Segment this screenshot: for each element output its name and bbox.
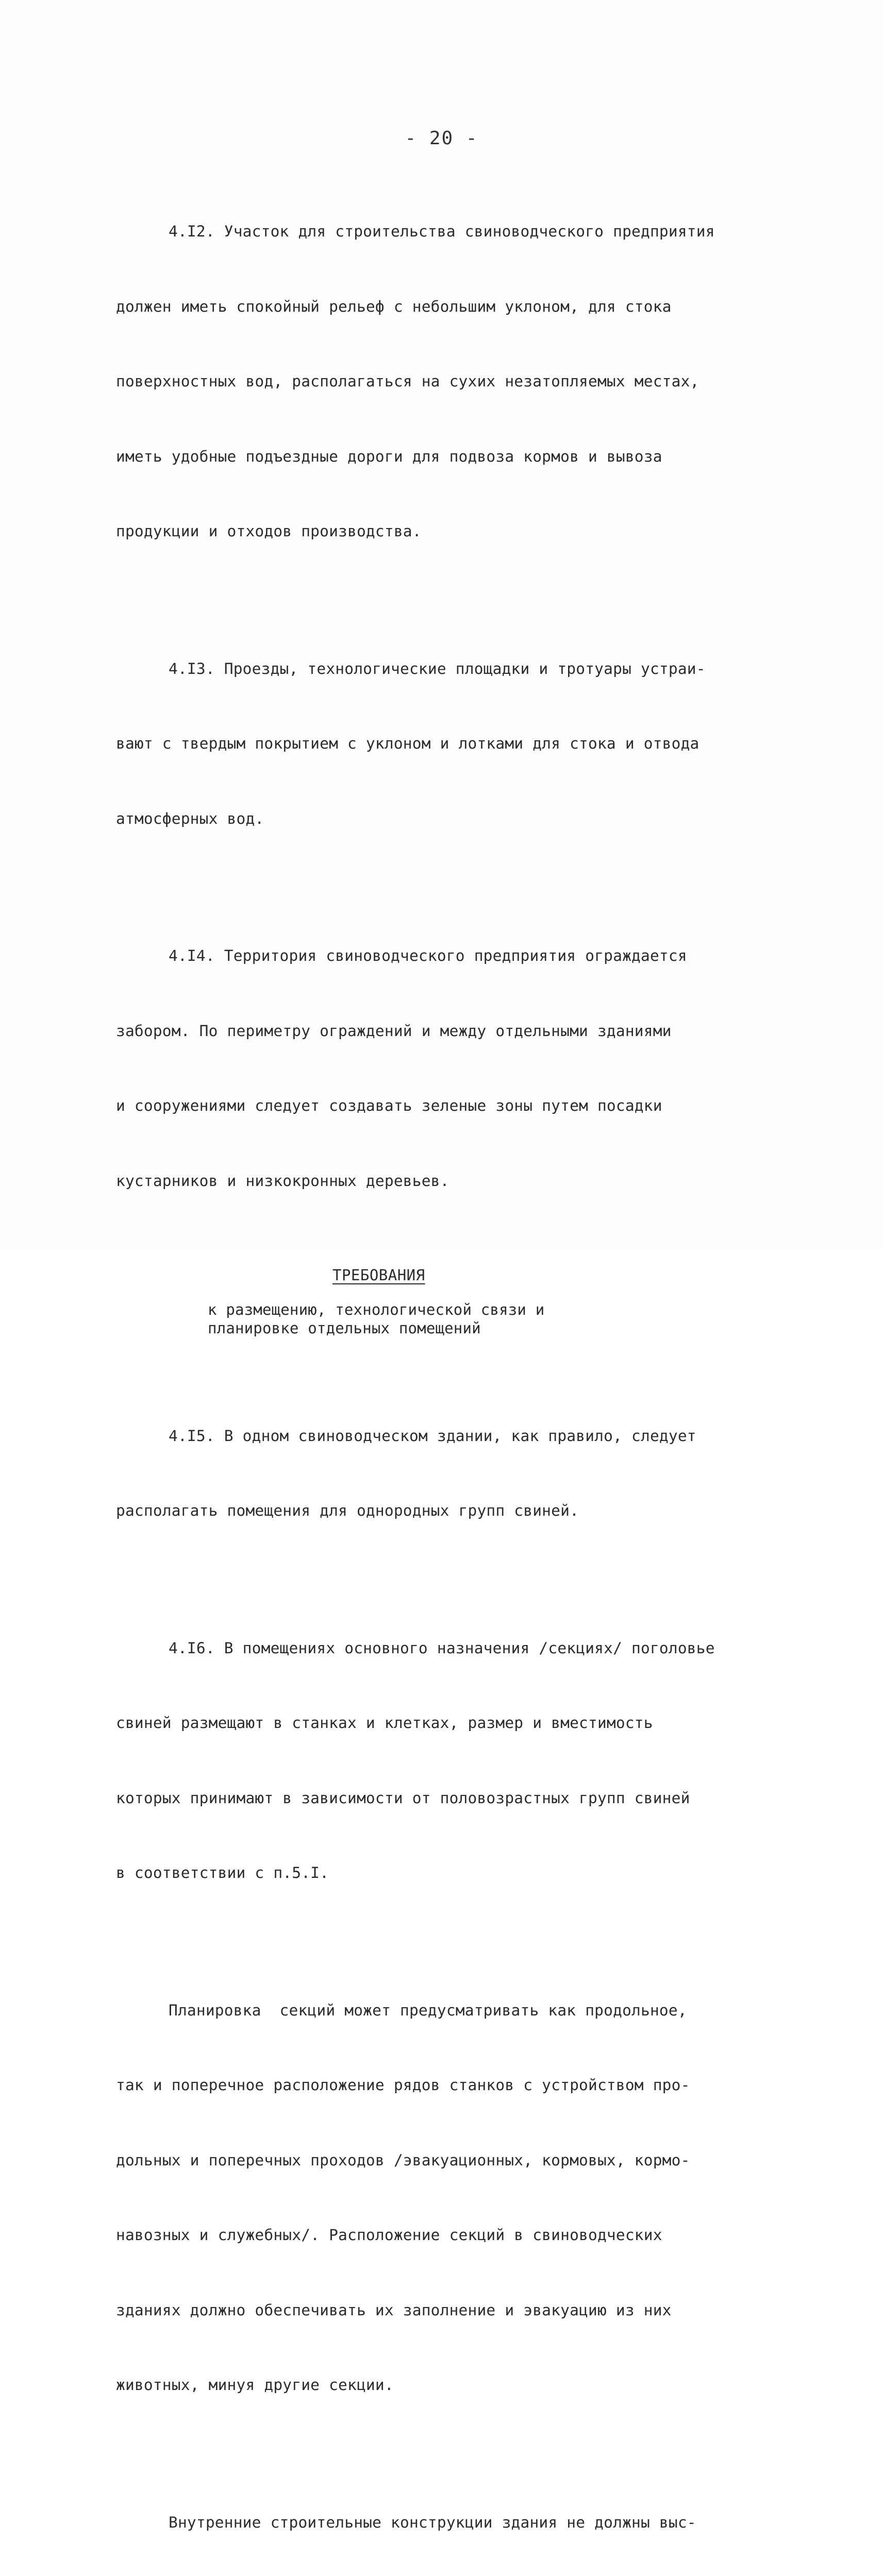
section-heading-subtitle-line: планировке отдельных помещений	[116, 1319, 786, 1337]
text-line: иметь удобные подъездные дороги для подвоза кормов и вывоза	[116, 444, 786, 469]
text-line: которых принимают в зависимости от половозрастных групп свиней	[116, 1786, 786, 1811]
text-line: кустарников и низкокронных деревьев.	[116, 1168, 786, 1194]
text-line: 4.I4. Территория свиноводческого предприятия ограждается	[116, 943, 786, 969]
section-heading-title: ТРЕБОВАНИЯ	[116, 1263, 786, 1288]
text-line: так и поперечное расположение рядов станков с устройством про-	[116, 2073, 786, 2098]
paragraph-structures	[116, 2460, 786, 2576]
text-line: животных, минуя другие секции.	[116, 2372, 786, 2398]
document-page	[0, 0, 883, 1247]
text-line: 4.I2. Участок для строительства свиноводческого предприятия	[116, 219, 786, 244]
text-line: вают с твердым покрытием с уклоном и лотками для стока и отвода	[116, 731, 786, 756]
text-line: в соответствии с п.5.I.	[116, 1860, 786, 1886]
text-line: продукции и отходов производства.	[116, 519, 786, 544]
text-line: располагать помещения для однородных групп свиней.	[116, 1498, 786, 1523]
text-line: зданиях должно обеспечивать их заполнение и эвакуацию из них	[116, 2298, 786, 2323]
text-line: навозных и служебных/. Расположение секций в свиноводческих	[116, 2223, 786, 2248]
text-line: 4.I6. В помещениях основного назначения /секциях/ поголовье	[116, 1636, 786, 1661]
text-line: 4.I3. Проезды, технологические площадки и тротуары устраи-	[116, 656, 786, 682]
text-line: Планировка секций может предусматривать как продольное,	[116, 1998, 786, 2023]
text-line: Внутренние строительные конструкции здания не должны выс-	[116, 2510, 786, 2535]
section-heading	[116, 1263, 786, 1337]
section-heading-subtitle-line: к размещению, технологической связи и	[116, 1300, 786, 1319]
paragraph-planning	[116, 1948, 786, 2448]
text-line: и сооружениями следует создавать зеленые зоны путем посадки	[116, 1093, 786, 1118]
text-line: забором. По периметру ограждений и между отдельными зданиями	[116, 1019, 786, 1044]
text-line: должен иметь спокойный рельеф с небольшим уклоном, для стока	[116, 294, 786, 319]
spacer	[116, 1354, 786, 1374]
paragraph-4-12	[116, 169, 786, 594]
text-line: поверхностных вод, располагаться на сухих незатопляемых местах,	[116, 369, 786, 394]
page-number: - 20 -	[0, 128, 883, 149]
document-body	[116, 169, 786, 2576]
paragraph-4-15	[116, 1374, 786, 1573]
paragraph-4-13	[116, 606, 786, 882]
text-line: дольных и поперечных проходов /эвакуационных, кормовых, кормо-	[116, 2148, 786, 2173]
text-line: 4.I5. В одном свиноводческом здании, как правило, следует	[116, 1423, 786, 1449]
text-line: атмосферных вод.	[116, 806, 786, 832]
paragraph-4-14	[116, 893, 786, 1243]
paragraph-4-16	[116, 1586, 786, 1936]
text-line: свиней размещают в станках и клетках, размер и вместимость	[116, 1710, 786, 1736]
